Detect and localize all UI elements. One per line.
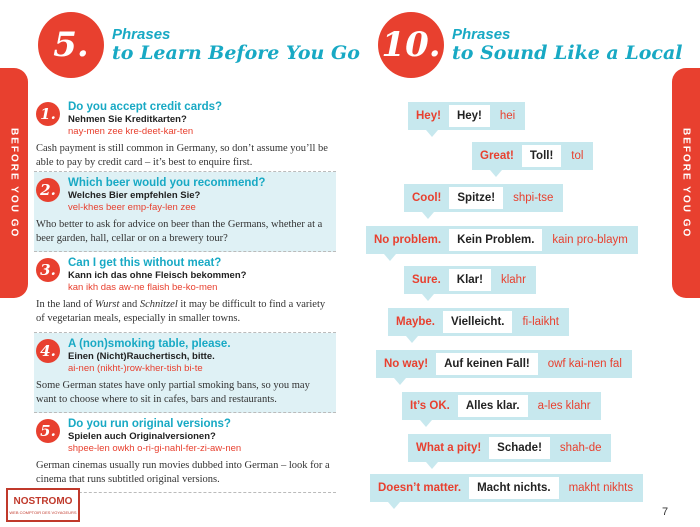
phrase-question: A (non)smoking table, please. — [68, 338, 231, 350]
phrase-german: Nehmen Sie Kreditkarten? — [68, 114, 187, 125]
bubble-pronunciation: tol — [571, 150, 584, 162]
bubble-german: Kein Problem. — [449, 229, 542, 251]
phrase-list — [34, 96, 336, 493]
speech-bubble — [408, 102, 525, 130]
phrase-description: Some German states have only partial smoking bans, so you may want to choose where to sit in cafes, bars and restaurants. — [36, 380, 310, 405]
phrase-german: Kann ich das ohne Fleisch bekommen? — [68, 270, 247, 281]
section-number-badge: 10. — [378, 12, 444, 78]
bubble-english: Doesn’t matter. — [378, 482, 462, 494]
bubble-german: Alles klar. — [458, 395, 528, 417]
speech-bubble — [388, 308, 569, 336]
phrase-number-badge: 2. — [36, 178, 60, 202]
phrase-number-badge: 4. — [36, 339, 60, 363]
bubble-german: Toll! — [522, 145, 561, 167]
phrase-description: German cinemas usually run movies dubbed into German – look for a cinema that runs subtitled original versions. — [36, 460, 330, 485]
desc-text: In the land of — [36, 299, 95, 310]
section-title-line1: Phrases — [452, 26, 511, 43]
bubble-german: Hey! — [449, 105, 490, 127]
section-title — [112, 27, 360, 63]
bubble-pronunciation: shpi-tse — [513, 192, 554, 204]
bubble-english: No way! — [384, 358, 429, 370]
speech-bubble — [408, 434, 611, 462]
bubble-english: Cool! — [412, 192, 442, 204]
speech-bubble — [376, 350, 632, 378]
bubble-pronunciation: makht nikhts — [568, 482, 634, 494]
bubble-english: What a pity! — [416, 442, 482, 454]
bubble-pronunciation: hei — [499, 110, 516, 122]
phrase-question: Which beer would you recommend? — [68, 177, 266, 189]
logo-subtitle: WEB COMPTOIR DES VOYAGEURS — [9, 510, 77, 515]
phrase-item — [34, 413, 336, 493]
desc-text: it may be difficult to find a variety of vegetarian meals, especially in smaller towns. — [36, 299, 326, 324]
bubble-english: Hey! — [416, 110, 441, 122]
section-title-line1: Phrases — [112, 26, 171, 43]
side-tab-right — [672, 68, 700, 298]
phrase-question: Can I get this without meat? — [68, 257, 222, 269]
phrase-description: Cash payment is still common in Germany, so don’t assume you’ll be able to pay by credit card – it’s best to enquire first. — [36, 143, 328, 168]
bubble-german: Macht nichts. — [469, 477, 558, 499]
phrase-pronunciation: vel-khes beer emp-fay-len zee — [68, 202, 196, 213]
phrase-pronunciation: shpee-len owkh o-ri-gi-nahl-fer-zi-aw-nen — [68, 443, 242, 454]
phrase-question: Do you accept credit cards? — [68, 101, 223, 113]
desc-text: and — [119, 299, 140, 310]
phrase-description — [36, 298, 332, 326]
desc-italic: Schnitzel — [139, 299, 178, 310]
phrase-item — [34, 96, 336, 172]
bubble-german: Auf keinen Fall! — [436, 353, 538, 375]
bubble-german: Klar! — [449, 269, 491, 291]
bubble-german: Schade! — [489, 437, 550, 459]
desc-italic: Wurst — [94, 299, 120, 310]
phrase-item — [34, 172, 336, 252]
left-section-header — [38, 12, 360, 78]
side-tab-left — [0, 68, 28, 298]
phrase-question: Do you run original versions? — [68, 418, 231, 430]
phrase-number-badge: 3. — [36, 258, 60, 282]
speech-bubble — [370, 474, 643, 502]
phrase-number-badge: 1. — [36, 102, 60, 126]
bubble-english: It’s OK. — [410, 400, 450, 412]
bubble-pronunciation: owf kai-nen fal — [547, 358, 622, 370]
bubble-pronunciation: fi-laikht — [522, 316, 559, 328]
logo-name: NOSTROMO — [13, 496, 73, 507]
bubble-german: Vielleicht. — [443, 311, 512, 333]
section-title-line2: to Learn Before You Go — [112, 42, 360, 64]
speech-bubble — [366, 226, 638, 254]
bubble-pronunciation: shah-de — [559, 442, 602, 454]
bubble-english: No problem. — [374, 234, 442, 246]
phrase-number-badge: 5. — [36, 419, 60, 443]
speech-bubble — [402, 392, 601, 420]
side-tab-label: BEFORE YOU GO — [680, 127, 692, 239]
bubble-pronunciation: a-les klahr — [537, 400, 591, 412]
right-section-header — [378, 12, 683, 78]
bubble-pronunciation: kain pro-blaym — [552, 234, 628, 246]
speech-bubble — [404, 184, 563, 212]
bubble-english: Great! — [480, 150, 514, 162]
phrase-item — [34, 333, 336, 413]
phrase-pronunciation: nay-men zee kre-deet-kar-ten — [68, 126, 194, 137]
local-phrases-list — [362, 98, 672, 508]
phrase-german: Einen (Nicht)Rauchertisch, bitte. — [68, 351, 215, 362]
phrase-pronunciation: ai-nen (nikht-)row-kher-tish bi-te — [68, 363, 203, 374]
phrase-german: Welches Bier empfehlen Sie? — [68, 190, 201, 201]
speech-bubble — [404, 266, 536, 294]
bubble-german: Spitze! — [449, 187, 503, 209]
section-number-badge: 5. — [38, 12, 104, 78]
section-title — [452, 27, 683, 63]
section-title-line2: to Sound Like a Local — [452, 42, 683, 64]
bubble-english: Maybe. — [396, 316, 435, 328]
page-number: 7 — [662, 506, 669, 518]
nostromo-logo — [6, 488, 80, 522]
side-tab-label: BEFORE YOU GO — [8, 127, 20, 239]
phrase-german: Spielen auch Originalversionen? — [68, 431, 216, 442]
speech-bubble — [472, 142, 593, 170]
bubble-pronunciation: klahr — [500, 274, 526, 286]
phrase-description: Who better to ask for advice on beer than the Germans, whether at a beer garden, hall, cellar or on a brewery tour? — [36, 219, 323, 244]
phrase-pronunciation: kan ikh das aw-ne flaish be-ko-men — [68, 282, 218, 293]
bubble-english: Sure. — [412, 274, 441, 286]
phrase-item — [34, 252, 336, 333]
